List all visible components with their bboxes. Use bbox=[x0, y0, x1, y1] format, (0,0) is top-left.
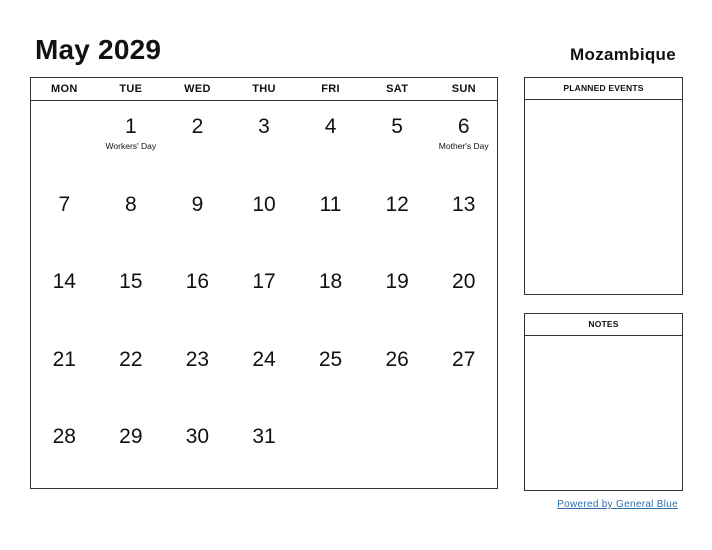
holiday-label: Workers' Day bbox=[105, 141, 157, 151]
day-cell bbox=[231, 179, 298, 257]
day-cell bbox=[231, 334, 298, 412]
day-cell bbox=[430, 179, 497, 257]
weekday-fri: FRI bbox=[321, 83, 340, 95]
day-cell bbox=[164, 256, 231, 334]
day-cell bbox=[430, 411, 497, 489]
day-number: 28 bbox=[52, 425, 76, 449]
day-number: 8 bbox=[125, 192, 137, 216]
day-number: 9 bbox=[191, 192, 204, 216]
day-number: 22 bbox=[119, 347, 143, 371]
holiday-label: Mother's Day bbox=[438, 141, 489, 151]
day-number: 20 bbox=[452, 270, 476, 294]
day-number: 23 bbox=[185, 347, 210, 371]
notes-panel bbox=[524, 313, 683, 491]
day-cell bbox=[231, 411, 298, 489]
page-title: May 2029 bbox=[35, 34, 162, 65]
day-number: 5 bbox=[391, 115, 403, 138]
day-cell bbox=[364, 101, 431, 179]
day-cell bbox=[31, 411, 98, 489]
day-cell bbox=[297, 101, 364, 179]
day-cell bbox=[31, 334, 98, 412]
day-cell bbox=[430, 256, 497, 334]
day-cell bbox=[297, 179, 364, 257]
day-cell bbox=[164, 101, 231, 179]
day-cell bbox=[31, 256, 98, 334]
day-number: 11 bbox=[319, 192, 342, 216]
day-number: 4 bbox=[324, 115, 337, 138]
day-cell bbox=[231, 256, 298, 334]
day-cell bbox=[98, 411, 165, 489]
planned-events-panel bbox=[524, 77, 683, 295]
weekday-mon: MON bbox=[51, 83, 78, 95]
day-cell bbox=[364, 179, 431, 257]
day-cell bbox=[430, 101, 497, 179]
day-cell bbox=[364, 256, 431, 334]
weekday-header-row bbox=[31, 78, 497, 101]
day-cell bbox=[231, 101, 298, 179]
weekday-thu: THU bbox=[252, 83, 276, 95]
day-number: 6 bbox=[457, 115, 470, 138]
planned-events-header: PLANNED EVENTS bbox=[525, 78, 682, 100]
day-cell bbox=[164, 334, 231, 412]
day-cell bbox=[364, 411, 431, 489]
day-number: 7 bbox=[58, 192, 71, 216]
day-number: 31 bbox=[252, 425, 276, 449]
day-number: 13 bbox=[452, 192, 476, 216]
day-number: 19 bbox=[385, 270, 409, 294]
day-number: 10 bbox=[252, 192, 276, 216]
day-cell bbox=[297, 256, 364, 334]
day-number: 1 bbox=[125, 115, 137, 138]
day-cell bbox=[430, 334, 497, 412]
day-number: 3 bbox=[258, 115, 270, 138]
day-cell bbox=[364, 334, 431, 412]
day-cell bbox=[164, 179, 231, 257]
weekday-sun: SUN bbox=[451, 83, 476, 95]
day-cell bbox=[98, 101, 165, 179]
day-number: 25 bbox=[318, 347, 343, 371]
day-cell bbox=[31, 101, 98, 179]
day-number: 16 bbox=[185, 270, 210, 294]
powered-by-link[interactable]: Powered by General Blue bbox=[557, 499, 678, 510]
weekday-sat: SAT bbox=[386, 83, 409, 95]
month-calendar bbox=[30, 77, 498, 489]
day-number: 18 bbox=[318, 270, 343, 294]
notes-header: NOTES bbox=[525, 314, 682, 336]
day-number: 2 bbox=[191, 115, 204, 138]
day-cell bbox=[98, 334, 165, 412]
weekday-tue: TUE bbox=[119, 83, 143, 95]
day-cell bbox=[98, 179, 165, 257]
day-number: 24 bbox=[252, 347, 276, 371]
day-number: 26 bbox=[385, 347, 409, 371]
day-cell bbox=[297, 334, 364, 412]
day-number: 30 bbox=[185, 425, 210, 449]
day-number: 21 bbox=[52, 347, 76, 371]
day-number: 14 bbox=[52, 270, 76, 294]
day-cell bbox=[31, 179, 98, 257]
day-number: 27 bbox=[452, 347, 476, 371]
day-grid bbox=[31, 101, 497, 489]
weekday-wed: WED bbox=[184, 83, 211, 95]
day-number: 15 bbox=[119, 270, 143, 294]
country-label: Mozambique bbox=[570, 45, 676, 64]
day-cell bbox=[98, 256, 165, 334]
day-cell bbox=[164, 411, 231, 489]
day-cell bbox=[297, 411, 364, 489]
day-number: 12 bbox=[385, 192, 409, 216]
day-number: 17 bbox=[252, 270, 276, 294]
day-number: 29 bbox=[119, 425, 143, 449]
